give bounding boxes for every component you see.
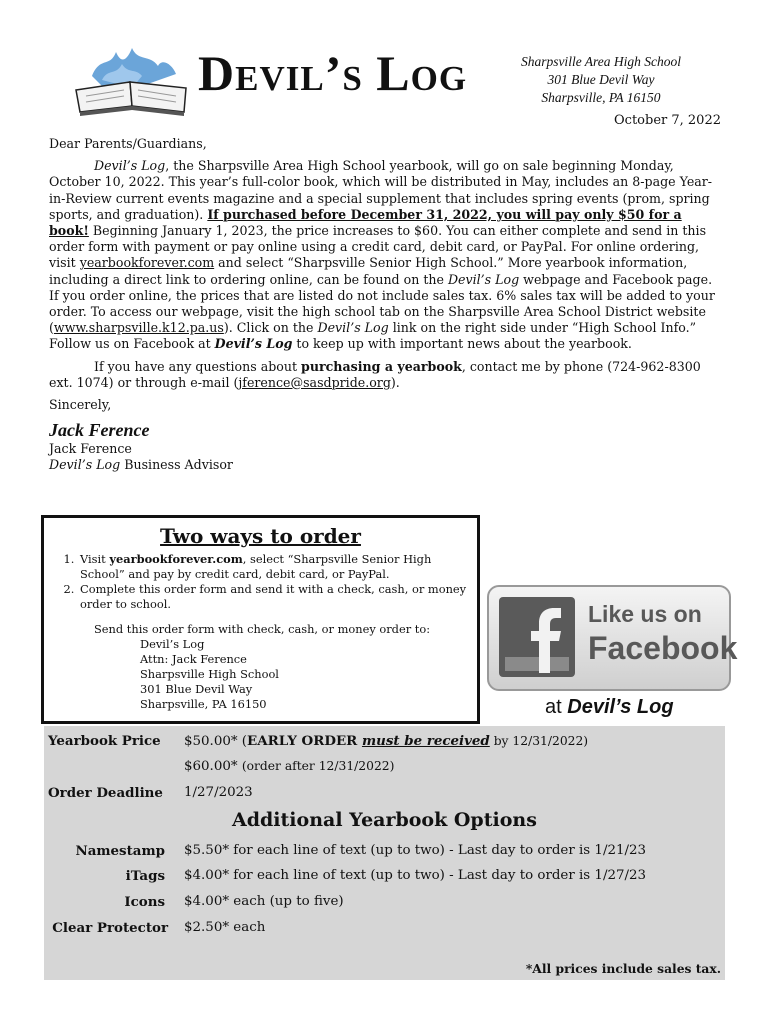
option-label: iTags [125, 868, 165, 884]
paragraph-contact [49, 359, 721, 391]
option-label: Namestamp [75, 843, 165, 859]
option-label: Icons [124, 894, 165, 910]
text: by 12/31/2022) [489, 734, 589, 748]
closing: Sincerely, [49, 397, 112, 413]
address-line: Attn: Jack Ference [140, 652, 247, 666]
option-value: $2.50* each [184, 920, 266, 935]
yearbook-price-label: Yearbook Price [48, 733, 161, 749]
address-line: Sharpsville Area High School [520, 54, 682, 69]
facebook-text [588, 603, 737, 664]
text: at [545, 696, 568, 718]
text: , contact me by phone (724-962-8300 ext. 1074) or through e-mail ( [49, 358, 701, 390]
order-site: yearbookforever.com [109, 552, 243, 566]
address-line: Devil’s Log [140, 637, 205, 651]
order-deadline-label: Order Deadline [48, 785, 163, 801]
yearbook-name: Devil’s Log [317, 320, 389, 336]
early-price-notice: If purchased before December 31, 2022, you will pay only $50 for a book! [49, 206, 682, 239]
order-deadline-value: 1/27/2023 [184, 785, 253, 800]
options-heading: Additional Yearbook Options [232, 809, 537, 831]
text: to keep up with important news about the yearbook. [292, 336, 632, 352]
order-step: 2. Complete this order form and send it with a check, cash, or money order to school. [78, 582, 477, 612]
text: webpage and Facebook page. If you order online, the prices that are listed do not include sales tax. 6% sales tax will be added to your order. To access our webpage, visit the high school tab on the Sharpsville Area School District website ( [49, 271, 715, 336]
salutation: Dear Parents/Guardians, [49, 136, 207, 151]
facebook-line1: Like us on [588, 601, 702, 627]
paragraph-main [49, 158, 721, 352]
school-address [506, 53, 696, 107]
yearbook-name: Devil’s Log [49, 457, 121, 473]
open-book-logo-icon [72, 46, 192, 118]
yearbook-price-late [184, 759, 394, 774]
text: (order after 12/31/2022) [241, 759, 395, 773]
email-link[interactable]: jference@sasdpride.org [238, 374, 391, 390]
district-website-link[interactable]: www.sharpsville.k12.pa.us [53, 320, 224, 336]
address-line: 301 Blue Devil Way [140, 682, 253, 696]
text: EARLY ORDER [247, 733, 362, 749]
address-line: Sharpsville, PA 16150 [140, 697, 267, 711]
option-value: $4.00* for each line of text (up to two) - Last day to order is 1/27/23 [184, 868, 647, 883]
role-text: Business Advisor [120, 457, 233, 473]
text: $50.00* ( [184, 734, 248, 749]
order-instructions-box [41, 515, 480, 724]
address-line: 301 Blue Devil Way [547, 72, 655, 87]
address-line: Sharpsville High School [140, 667, 279, 681]
option-label: Clear Protector [52, 920, 168, 936]
text: $60.00* [184, 759, 242, 774]
text: Devil’s Log [567, 696, 674, 718]
text: must be received [361, 733, 490, 749]
order-step [78, 552, 477, 582]
facebook-icon [499, 597, 575, 677]
letter-date: October 7, 2022 [614, 113, 721, 128]
text-bold: purchasing a yearbook [301, 358, 462, 374]
order-steps [44, 552, 477, 612]
send-instructions: Send this order form with check, cash, or money order to: [94, 622, 431, 636]
text: Visit [80, 552, 110, 566]
text: Beginning January 1, 2023, the price increases to $60. You can either complete and send in this order form with payment or pay online using a credit card, debit card, or PayPal. For online ordering, visit [49, 223, 707, 271]
text: link on the right side under “High School Info.” Follow us on Facebook at [49, 320, 697, 352]
tax-note: *All prices include sales tax. [525, 961, 721, 976]
signer-name: Jack Ference [49, 441, 132, 457]
order-box-heading: Two ways to order [160, 524, 361, 548]
text: ). Click on the [223, 320, 318, 336]
text: , the Sharpsville Area High School yearbook, will go on sale beginning Monday, October 10, 2022. This year’s full-color book, which will be distributed in May, includes an 8-page Year-in-Review current events magazine and a special supplement that includes spring events (prom, spring sports, and graduation). [49, 158, 713, 222]
yearbook-price-early [184, 733, 588, 749]
newsletter-title: Devil’s Log [198, 45, 468, 101]
signer-role [49, 457, 721, 473]
text: If you have any questions about [94, 358, 302, 374]
yearbook-name: Devil’s Log [94, 158, 166, 174]
yearbookforever-link[interactable]: yearbookforever.com [79, 255, 215, 271]
yearbook-name: Devil’s Log [214, 336, 293, 352]
option-value: $5.50* for each line of text (up to two) - Last day to order is 1/21/23 [184, 843, 647, 858]
text: and select “Sharpsville Senior High School.” More yearbook information, including a direct link to ordering online, can be found on the [49, 255, 688, 287]
option-value: $4.00* each (up to five) [184, 894, 344, 909]
yearbook-name: Devil’s Log [447, 271, 520, 287]
mailing-address [44, 622, 477, 712]
letter-body [49, 136, 721, 474]
text: ). [390, 374, 400, 390]
facebook-line2: Facebook [588, 630, 738, 666]
facebook-page-name [545, 696, 674, 719]
text: , select “Sharpsville Senior High School” and pay by credit card, debit card, or PayPal. [80, 552, 432, 581]
signature: Jack Ference [49, 420, 150, 441]
address-line: Sharpsville, PA 16150 [541, 90, 661, 105]
